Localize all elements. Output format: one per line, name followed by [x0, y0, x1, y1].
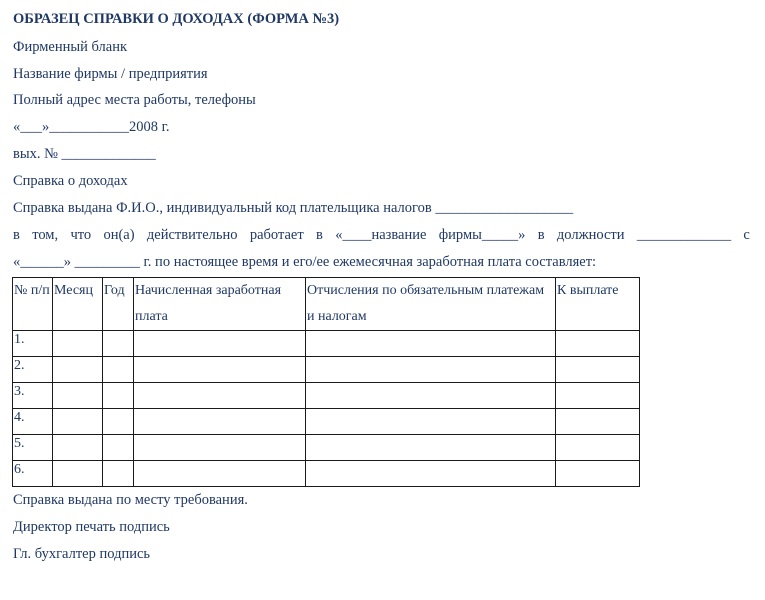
row-number-cell: 2.	[13, 357, 53, 383]
deductions-cell	[306, 383, 556, 409]
company-name-label: Название фирмы / предприятия	[13, 66, 208, 82]
income-table	[12, 277, 640, 487]
header-to-pay: К выплате	[556, 278, 640, 331]
year-cell	[103, 435, 134, 461]
row-number-cell: 6.	[13, 461, 53, 487]
table-row	[13, 331, 640, 357]
table-row	[13, 409, 640, 435]
row-number-cell: 3.	[13, 383, 53, 409]
employment-statement-line-1	[13, 226, 750, 244]
statement-word: фирмы_____»	[438, 227, 526, 243]
to-pay-cell	[556, 383, 640, 409]
year-cell	[103, 383, 134, 409]
table-header-row	[13, 278, 640, 331]
form-title: ОБРАЗЕЦ СПРАВКИ О ДОХОДАХ (ФОРМА №3)	[13, 11, 340, 27]
accrued-salary-cell	[134, 357, 306, 383]
deductions-cell	[306, 435, 556, 461]
statement-word: _____________	[636, 227, 732, 243]
year-cell	[103, 409, 134, 435]
table-row	[13, 383, 640, 409]
header-month: Месяц	[53, 278, 103, 331]
accountant-signature-line: Гл. бухгалтер подпись	[13, 546, 151, 562]
row-number-cell: 5.	[13, 435, 53, 461]
address-label: Полный адрес места работы, телефоны	[13, 92, 256, 108]
accrued-salary-cell	[134, 461, 306, 487]
employment-statement-line-2: «______» _________ г. по настоящее время и его/ее ежемесячная заработная плата составляет:	[13, 254, 597, 270]
to-pay-cell	[556, 409, 640, 435]
header-row-number: № п/п	[13, 278, 53, 331]
accrued-salary-cell	[134, 383, 306, 409]
statement-word: с	[743, 227, 750, 243]
table-row	[13, 435, 640, 461]
deductions-cell	[306, 461, 556, 487]
director-signature-line: Директор печать подпись	[13, 519, 170, 535]
row-number-cell: 4.	[13, 409, 53, 435]
row-number-cell: 1.	[13, 331, 53, 357]
statement-word: в	[316, 227, 323, 243]
outgoing-number-line: вых. № _____________	[13, 146, 156, 162]
deductions-cell	[306, 409, 556, 435]
deductions-cell	[306, 331, 556, 357]
statement-word: работает	[249, 227, 304, 243]
month-cell	[53, 331, 103, 357]
year-cell	[103, 357, 134, 383]
statement-word: действительно	[146, 227, 238, 243]
year-cell	[103, 331, 134, 357]
statement-word: должности	[556, 227, 625, 243]
to-pay-cell	[556, 357, 640, 383]
header-deductions: Отчисления по обязательным платежам и налогам	[306, 278, 556, 331]
month-cell	[53, 461, 103, 487]
month-cell	[53, 383, 103, 409]
to-pay-cell	[556, 461, 640, 487]
year-cell	[103, 461, 134, 487]
purpose-line: Справка выдана по месту требования.	[13, 492, 248, 508]
accrued-salary-cell	[134, 435, 306, 461]
month-cell	[53, 409, 103, 435]
month-cell	[53, 357, 103, 383]
header-accrued-salary: Начисленная заработная плата	[134, 278, 306, 331]
table-row	[13, 357, 640, 383]
month-cell	[53, 435, 103, 461]
certificate-heading: Справка о доходах	[13, 173, 128, 189]
header-year: Год	[103, 278, 134, 331]
accrued-salary-cell	[134, 409, 306, 435]
statement-word: он(а)	[103, 227, 135, 243]
table-row	[13, 461, 640, 487]
to-pay-cell	[556, 331, 640, 357]
statement-word: в	[537, 227, 545, 243]
accrued-salary-cell	[134, 331, 306, 357]
date-line: «___»___________2008 г.	[13, 119, 170, 135]
issued-to-line: Справка выдана Ф.И.О., индивидуальный код плательщика налогов ___________________	[13, 200, 574, 216]
statement-word: в	[13, 227, 20, 243]
statement-word: что	[70, 227, 92, 243]
statement-word: «____название	[335, 227, 427, 243]
deductions-cell	[306, 357, 556, 383]
letterhead-label: Фирменный бланк	[13, 39, 127, 55]
to-pay-cell	[556, 435, 640, 461]
statement-word: том,	[32, 227, 59, 243]
